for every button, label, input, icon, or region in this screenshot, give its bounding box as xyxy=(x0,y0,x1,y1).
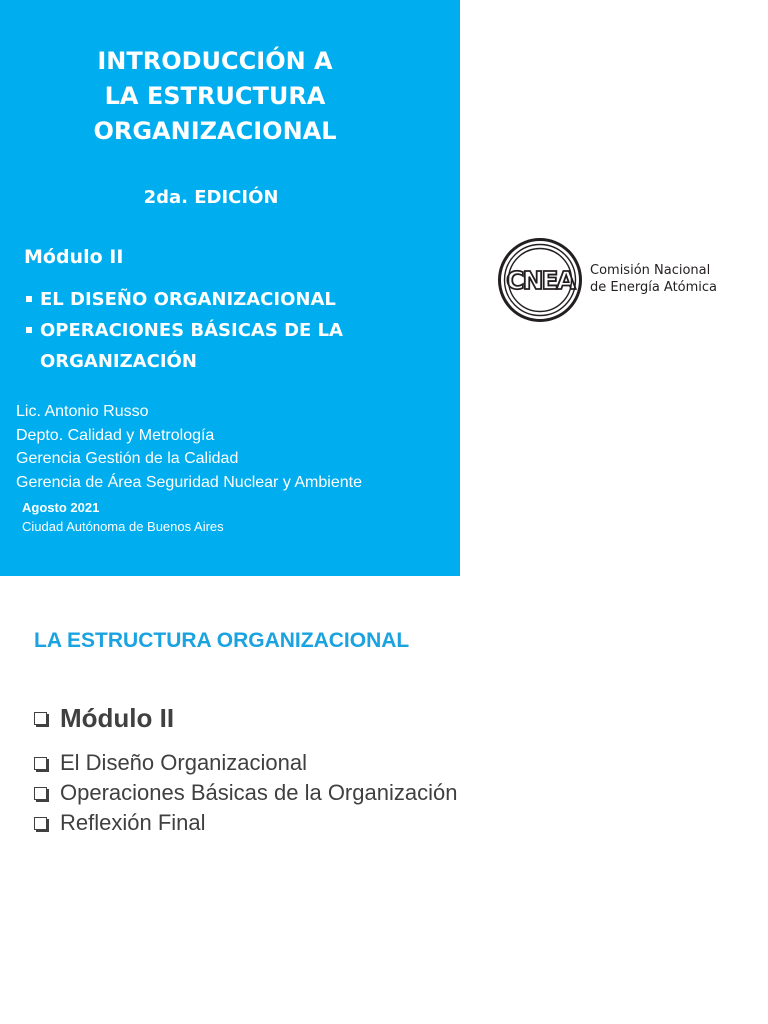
cover-title-line: ORGANIZACIONAL xyxy=(93,117,337,145)
checkbox-icon xyxy=(34,757,47,770)
author-area: Gerencia de Área Seguridad Nuclear y Ambiente xyxy=(16,473,362,491)
publication-date: Agosto 2021 xyxy=(22,500,100,515)
checklist-main-item xyxy=(34,700,457,736)
checkbox-icon xyxy=(34,817,47,830)
checklist-item xyxy=(34,748,457,778)
edition-label: 2da. EDICIÓN xyxy=(143,187,279,208)
organization-name-line: de Energía Atómica xyxy=(590,280,718,295)
checklist-label: Operaciones Básicas de la Organización xyxy=(60,780,458,805)
topic-label: EL DISEÑO ORGANIZACIONAL xyxy=(40,289,336,310)
organization-name xyxy=(590,262,717,296)
organization-name-line: Comisión Nacional xyxy=(590,263,711,278)
module-checklist xyxy=(34,700,457,838)
cover-panel xyxy=(0,0,460,576)
topic-label: OPERACIONES BÁSICAS DE LA ORGANIZACIÓN xyxy=(40,320,343,372)
checklist-item xyxy=(34,808,457,838)
checklist-label: El Diseño Organizacional xyxy=(60,750,308,775)
topic-item xyxy=(24,315,444,377)
publication-city: Ciudad Autónoma de Buenos Aires xyxy=(22,519,224,534)
section-title: LA ESTRUCTURA ORGANIZACIONAL xyxy=(34,629,410,652)
cnea-seal-icon xyxy=(498,238,582,322)
cover-title-line: INTRODUCCIÓN A xyxy=(97,47,333,75)
author-name: Lic. Antonio Russo xyxy=(16,403,149,420)
cover-title xyxy=(0,44,430,149)
checklist-item xyxy=(34,778,457,808)
seal-lettering: CNEA xyxy=(506,266,574,295)
checklist-label: Reflexión Final xyxy=(60,810,206,835)
checkbox-icon xyxy=(34,712,47,725)
topic-item xyxy=(24,284,444,315)
author-management: Gerencia Gestión de la Calidad xyxy=(16,450,239,467)
checkbox-icon xyxy=(34,787,47,800)
checklist-label: Módulo II xyxy=(60,702,175,733)
square-bullet-icon xyxy=(26,327,32,333)
module-heading: Módulo II xyxy=(24,246,124,268)
author-block xyxy=(16,400,362,494)
square-bullet-icon xyxy=(26,296,32,302)
cover-title-line: LA ESTRUCTURA xyxy=(104,82,326,110)
author-department: Depto. Calidad y Metrología xyxy=(16,426,215,444)
topic-list xyxy=(24,284,444,377)
